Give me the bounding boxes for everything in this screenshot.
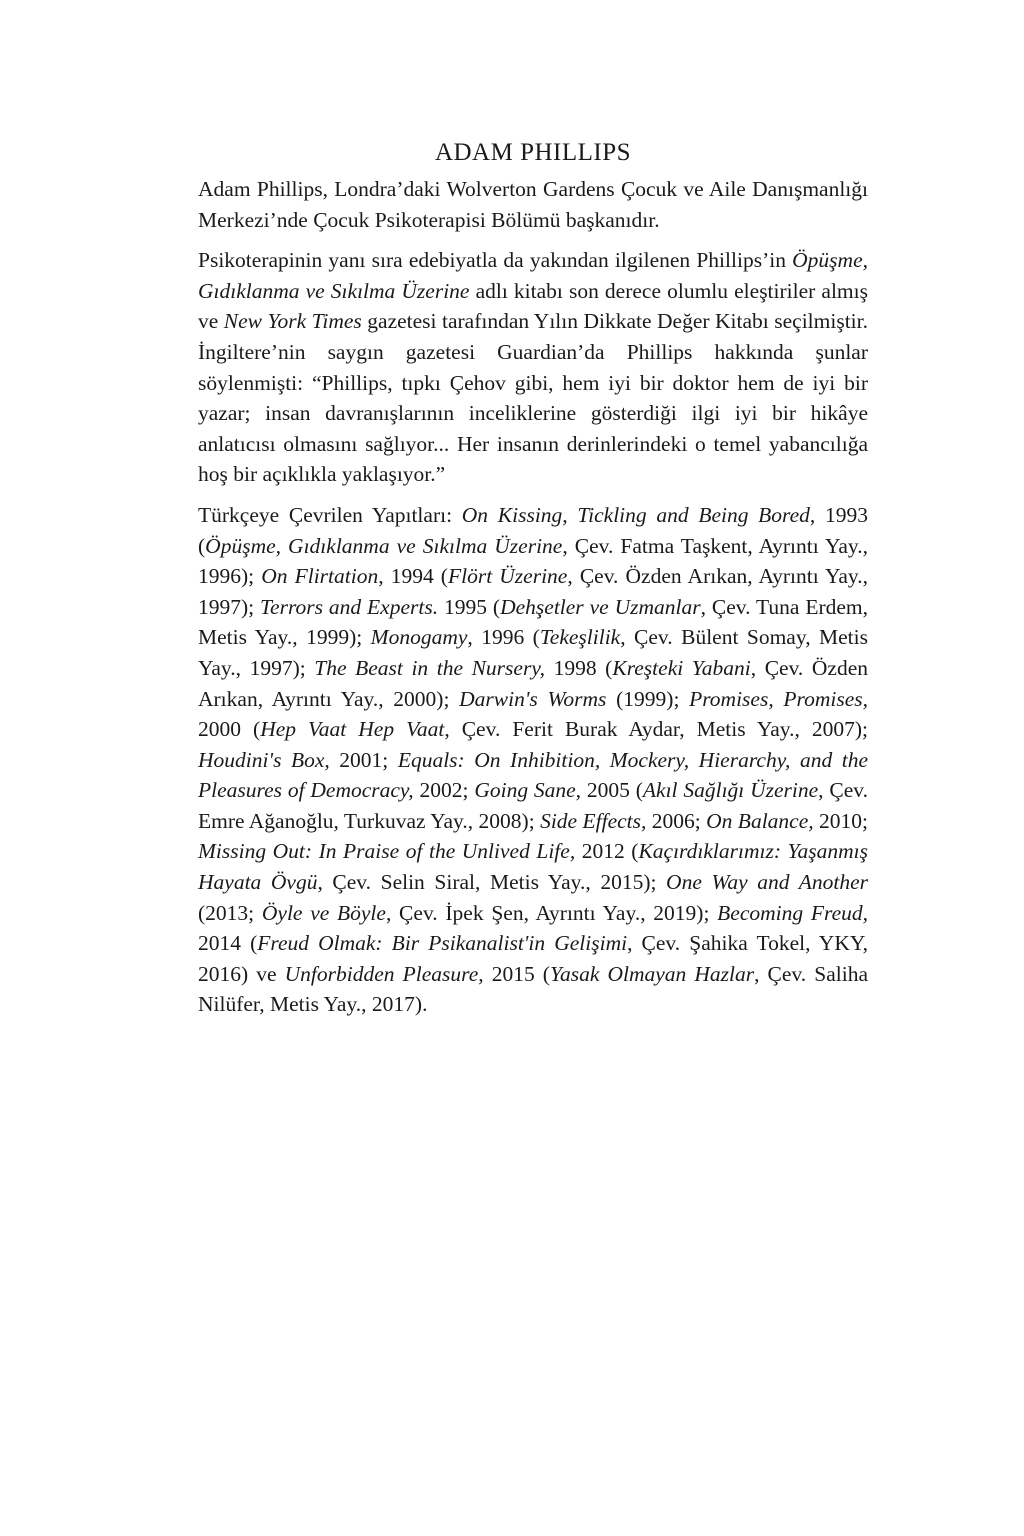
paragraph-text: , Çev. Bülent Somay, Metis Yay., 1997); <box>198 625 868 680</box>
paragraph-text: Psikoterapinin yanı sıra edebiyatla da yakından ilgilenen Phillips’in <box>198 248 793 273</box>
paragraph-text: , 1996 ( <box>467 625 540 650</box>
paragraph-text: gazetesi tarafından Yılın Dikkate Değer Kitabı seçilmiştir. İngiltere’nin saygın gazetesi Guardian’da Phillips hakkında şunlar söylenmişti: “Phillips, tıpkı Çehov gibi, hem iyi bir doktor hem de iyi bir yazar; insan davranışlarının inceliklerine gösterdiği ilgi iyi bir hikâye anlatıcısı olmasını sağlıyor... Her insanın derinlerindeki o temel yabancılığa hoş bir açıklıkla yaklaşıyor.” <box>198 309 868 487</box>
paragraph-text: , Çev. Fatma Taşkent, Ayrıntı Yay., 1996); <box>198 533 868 589</box>
italic-title-text: Freud Olmak: Bir Psikanalist'in Gelişimi <box>257 931 628 956</box>
paragraph-text: adlı kitabı son derece olumlu eleştiriler almış ve <box>198 278 868 334</box>
italic-title-text: Terrors and Experts. <box>260 594 439 619</box>
italic-title-text: Equals: On Inhibition, Mockery, Hierarchy, and the Pleasures of Democracy, <box>198 747 868 803</box>
bibliography-paragraph <box>198 500 868 1020</box>
italic-title-text: Öpüşme, Gıdıklanma ve Sıkılma Üzerine <box>205 533 563 558</box>
italic-title-text: Tekeşlilik <box>539 625 621 650</box>
paragraph-text: 2002; <box>413 778 475 803</box>
italic-title-text: Akıl Sağlığı Üzerine <box>642 778 819 803</box>
paragraph-text: (1999); <box>606 686 690 711</box>
paragraph-text: Adam Phillips, Londra’daki Wolverton Gardens Çocuk ve Aile Danışmanlığı Merkezi’nde Çocuk Psikoterapisi Bölümü başkanıdır. <box>198 177 868 232</box>
paragraph-text: 2006; <box>646 808 707 833</box>
biography-paragraph <box>198 174 868 235</box>
paragraph-text: , Çev. Selin Siral, Metis Yay., 2015); <box>317 870 667 895</box>
paragraph-text: , Çev. Özden Arıkan, Ayrıntı Yay., 2000); <box>198 655 868 711</box>
italic-title-text: On Flirtation, <box>261 564 384 589</box>
paragraph-text: , Çev. İpek Şen, Ayrıntı Yay., 2019); <box>385 900 718 925</box>
paragraph-text: 2014 ( <box>198 931 258 956</box>
paragraph-text: Türkçeye Çevrilen Yapıtları: <box>198 502 462 527</box>
paragraph-text: 2001; <box>329 747 398 772</box>
paragraph-text: , Çev. Ferit Burak Aydar, Metis Yay., 2007); <box>444 717 868 742</box>
italic-title-text: Hep Vaat Hep Vaat <box>260 717 445 742</box>
book-page <box>198 136 868 1030</box>
italic-title-text: The Beast in the Nursery, <box>314 655 546 680</box>
italic-title-text: Kreşteki Yabani <box>612 655 751 680</box>
paragraph-text: 2012 ( <box>575 839 639 864</box>
italic-title-text: Unforbidden Pleasure, <box>284 961 484 986</box>
italic-title-text: Dehşetler ve Uzmanlar <box>500 594 701 619</box>
italic-title-text: Missing Out: In Praise of the Unlived Life, <box>198 839 576 864</box>
author-heading: ADAM PHILLIPS <box>434 139 632 166</box>
italic-title-text: Öpüşme, Gıdıklanma ve Sıkılma Üzerine <box>198 248 868 303</box>
italic-title-text: Going Sane, <box>474 778 582 803</box>
paragraph-text: 2010; <box>813 808 868 833</box>
italic-title-text: New York Times <box>223 309 362 334</box>
italic-title-text: Promises, Promises, <box>689 686 869 711</box>
paragraph-text: , Çev. Özden Arıkan, Ayrıntı Yay., 1997); <box>198 564 868 619</box>
italic-title-text: Houdini's Box, <box>198 747 330 772</box>
italic-title-text: Yasak Olmayan Hazlar <box>549 961 755 986</box>
paragraph-text: , Çev. Şahika Tokel, YKY, 2016) ve <box>198 931 868 986</box>
paragraph-text: 1994 ( <box>383 564 448 589</box>
paragraph-text: 2000 ( <box>198 717 261 742</box>
paragraph-text: 1998 ( <box>545 655 613 680</box>
paragraph-text: , Çev. Saliha Nilüfer, Metis Yay., 2017). <box>198 961 868 1017</box>
paragraph-text: (2013; <box>198 900 262 925</box>
italic-title-text: On Balance, <box>706 808 814 833</box>
paragraph-text: 1995 ( <box>438 594 501 619</box>
italic-title-text: Öyle ve Böyle <box>261 900 386 925</box>
paragraph-text: 2005 ( <box>581 778 643 803</box>
italic-title-text: On Kissing, Tickling and Being Bored, <box>461 502 816 527</box>
italic-title-text: Kaçırdıklarımız: Yaşanmış Hayata Övgü <box>198 839 868 895</box>
italic-title-text: Becoming Freud, <box>717 900 868 925</box>
italic-title-text: Monogamy <box>370 625 468 650</box>
paragraph-text: 1993 ( <box>198 502 869 558</box>
italic-title-text: Flört Üzerine <box>447 564 568 589</box>
italic-title-text: Side Effects, <box>540 808 647 833</box>
italic-title-text: One Way and Another <box>666 870 868 895</box>
paragraph-text: , Çev. Tuna Erdem, Metis Yay., 1999); <box>198 594 869 650</box>
reception-paragraph <box>198 245 868 490</box>
paragraph-text: 2015 ( <box>483 961 550 986</box>
italic-title-text: Darwin's Worms <box>459 686 607 711</box>
paragraph-text: , Çev. Emre Ağanoğlu, Turkuvaz Yay., 2008); <box>198 778 868 833</box>
